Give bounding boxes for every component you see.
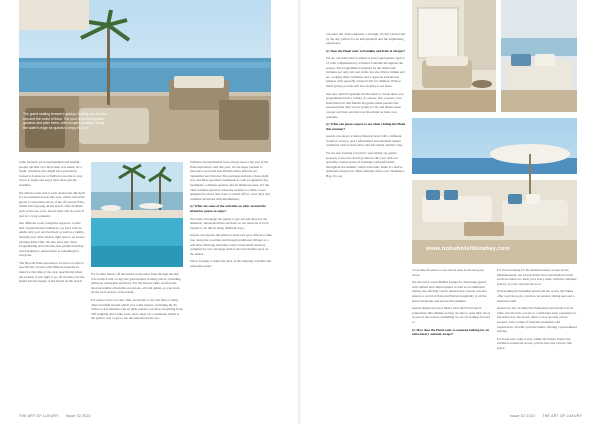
footer-title: THE ART OF LUXURY [19,414,59,418]
paragraph: We really encourage our guests to get out and discover the authentic, untouched Ibiza and lean on our network of local experts to do this in many different ways. [190,216,269,230]
photo-caption: The guest seating terrace is grassy, looking out over the sea and the coast of Ibiza. The pool is set among lush gardens and palm trees, with loungers arranged along the water's edge for guests to enjoy the sun. [23,112,107,130]
left-column-3 [190,160,272,402]
photo-rooftop-terrace [412,118,577,264]
paragraph: Guests can expect a luxury lifestyle hotel with a different 'barefoot' service, and a refurbished and extended design combined with an innovative and affordable, holistic vibe. [326,134,403,148]
paragraph: We also have a new Bellini lounge for discerning guests with refined and cultural plates as well as an additional dining area offering a more relaxed stay. Guests can also relax in a world of Ibiza and Nobu's hospitality at all the hotel restaurants and spaces this summer. [412,280,487,303]
paragraph: Guests can explore the island at their own pace with an e-bike tour along the coastline and through traditional villages or a self-drive Mustang adventure with a tailor-made itinerary compiled by our concierge team to the best hidden spots on the island. [190,233,272,256]
footer-issue: Issue 02 2022 [509,414,536,418]
right-column-3 [412,268,492,402]
footer-issue: Issue 02 2022 [65,414,91,418]
paragraph: Wellness and spirituality have always been a big part of the Ibiza experience, and this year, we are super pleased to introduce our brand new Holistic Ibiza Retreats for September and October. The packages include a three night stay and three specialist treatments as well as signature Spa treatments, wellness sessions and an Ominous stone. It's the ideal wellness getaway when the weather is a little cooler, designed for those that want to switch off for a few days and combine adventure with mindfulness. [190,160,270,201]
paragraph: For foodies there's off the beaten track tastes from through the Old Town which will occupy the gastronomes in many places, including delicious restaurants and more. For the history buffs we have the most incredible affordable excursions, all with guides, so you learn all the local secrets of the island. [91,272,181,295]
paragraph: to become the place to see and be seen as the sun goes down. [412,268,484,277]
right-column-1 [326,32,406,402]
paragraph: Guests are also in either the Penthouse, the Ocean or Pool Suite and also have access to a dedicated suite concierge for the entire stay. On board, there's a day spa that can be booked, with a range of bespoke treatments and experiences, all with a private butler, offering a personalised holiday. [497,306,577,334]
footer-left [19,414,91,418]
question-heading: Q: How does the Hotel cater to someone looking for an ultra-luxury summer escape? [412,327,489,337]
question-heading: Q: Does the Hotel cater to Families and Kids of all ages? [326,48,406,53]
paragraph: Our different room categories appeal to a wide mix of generational audiences; we have both an adults only pool and bed beds as well as a family-friendly pool with cabanas right next to an award-winning Kids Club. We also have new Teen Programming and activities like paddle boarding and kayaking to ensure there is something for everyone. [19,221,85,258]
paragraph: For those looking for the ultimate luxury escape in the Mediterranean, our Ocean Suites have personalised butler services tailored to meet your every need, with the complete privacy of your own private pool. [497,268,577,286]
photo-terrace-lounge [501,0,577,112]
paragraph: The Beyond Ibiza experience we have on offer is specifically curated with different interests in mind for this time of the year, specifically when the weather is just right to go off and discover the island and the beauty of the island on the beach. [19,260,85,284]
left-column-1 [19,160,85,400]
left-column-2 [91,272,183,402]
paragraph: Guests might even spot Ibiza's and Chef Toni Garcia somewhere this summer as they are due to open their doors as part of the season, something we are all looking forward to. [412,306,491,324]
paragraph: We do, our Kids Club is aimed at every-aged guests aged 4-12 with complementary activities available throughout the season. The programme is inspired by the island and includes not only arts and crafts, but also Ibiza's hidden and art, cooking, Ibiza traditions and a rigorous educational balance with specially created trails for children. With so much going on, kids will love staying at our hotel. [326,56,406,88]
paragraph: We are also looking forward to welcoming our guests properly to the new Rooftop Terrace this year with our specially curated series of evenings with performers throughout the summer which will really make it a festive destination right now. With stunning views over Talamanca Bay, it is set [326,151,405,179]
question-heading: Q: What are some of the activities on offer around the island for guests to enjoy? [190,204,266,213]
paragraph: For those who want to stay within the Suites, there's the exclusive restaurant access, private bars and private villa space. [497,336,572,350]
left-page [0,0,299,424]
right-page [301,0,600,424]
footer-right [510,414,582,418]
right-column-4 [497,268,577,402]
question-heading: Q: What can guests expect to see when visiting the Hotel this summer? [326,122,406,131]
photo-pool [91,162,183,267]
footer-title: THE ART OF LUXURY [542,414,582,418]
paragraph: some fantastic pool entertainment and helpful people can find a lot more than was asked. As a result, travellers who might have previously looked to Lanzarote or Mallorca are able to stay closer to home and enjoy more than just the sunshine. [19,160,83,187]
paragraph: can enter the cruise emission, a bit high, it's Sin Cantor land by the day, perfect for an unforgettable and fun sightseeing experience. [326,32,406,46]
paragraph: For nature lovers we also offer excursions to the salt flats or many other beautiful islands which you could explore, including the Es Vedra rock formations and its thrill seekers, we have everything from cliff jumping and e-bike tours, and a meal on a catamaran which is the perfect way to get to see the island from the sea. [91,297,183,321]
paragraph: Our new Teen Programme invites them to curate their own programmes from a variety of courses. Our courses cover Ibiza Discover and Mantis Programs make parents feel reassured that they are not going too far and means teens can get out more and discover the island on their own schedule. [326,91,404,119]
photo-suite-interior [412,0,496,112]
photo-terrace-sea [19,0,271,152]
paragraph: We embrace that and as such opened the 4th April for an extended season this year, which will allow guests to experience more of the off-season Ibiza, whilst still enjoying all the hotel's offer facilities such as the spa, pool, beach, kids club etc even if just for a long weekend. [19,190,85,218]
hotel-website-url: www.nobuhotelibizabay.com [426,246,510,252]
paragraph: Overlooking the beautiful beach and the ocean, the Suites offer a private pool, a terrace, an outdoor dining area and a luxurious bath. [497,289,575,303]
paragraph: Those looking to make the most of the stunning coastline and turquoise waters [190,259,272,268]
